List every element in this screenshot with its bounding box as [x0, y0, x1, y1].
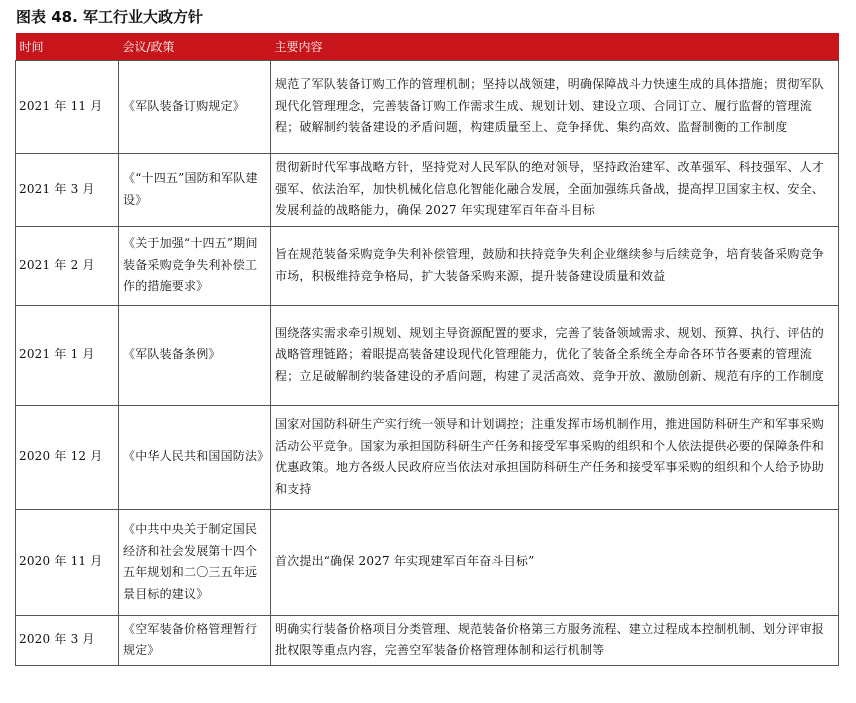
- row-policy: 《中共中央关于制定国民经济和社会发展第十四个五年规划和二〇三五年远景目标的建议》: [119, 509, 271, 615]
- figure-title: 图表 48. 军工行业大政方针: [16, 8, 204, 26]
- row-policy: 《军队装备订购规定》: [119, 60, 271, 153]
- table-row: [16, 509, 839, 615]
- table-row: [16, 226, 839, 305]
- row-content: 贯彻新时代军事战略方针，坚持党对人民军队的绝对领导，坚持政治建军、改革强军、科技强军、人才强军、依法治军，加快机械化信息化智能化融合发展，全面加强练兵备战，提高捍卫国家主权、安全、发展利益的战略能力，确保 2027 年实现建军百年奋斗目标: [271, 153, 839, 226]
- row-policy: 《军队装备条例》: [119, 305, 271, 405]
- row-date: 2021 年 11 月: [16, 60, 119, 153]
- column-header-date: 时间: [19, 39, 44, 54]
- table-row: [16, 305, 839, 405]
- row-content: 围绕落实需求牵引规划、规划主导资源配置的要求，完善了装备领域需求、规划、预算、执行、评估的战略管理链路；着眼提高装备建设现代化管理能力，优化了装备全系统全寿命各环节各要素的管理流程；立足破解制约装备建设的矛盾问题，构建了灵活高效、竞争开放、激励创新、规范有序的工作制度: [271, 305, 839, 405]
- table-row: [16, 60, 839, 153]
- row-content: 规范了军队装备订购工作的管理机制；坚持以战领建，明确保障战斗力快速生成的具体措施；贯彻军队现代化管理理念，完善装备订购工作需求生成、规划计划、建设立项、合同订立、履行监督的管理流程；破解制约装备建设的矛盾问题，构建质量至上、竞争择优、集约高效、监督制衡的工作制度: [271, 60, 839, 153]
- row-policy: 《“十四五”国防和军队建设》: [119, 153, 271, 226]
- row-content: 国家对国防科研生产实行统一领导和计划调控；注重发挥市场机制作用，推进国防科研生产和军事采购活动公平竞争。国家为承担国防科研生产任务和接受军事采购的组织和个人依法提供必要的保障条件和优惠政策。地方各级人民政府应当依法对承担国防科研生产任务和接受军事采购的组织和个人给予协助和支持: [271, 405, 839, 509]
- table-row: [16, 153, 839, 226]
- row-date: 2020 年 11 月: [16, 509, 119, 615]
- policy-table: [15, 33, 839, 666]
- table-header-row: [16, 33, 839, 60]
- row-date: 2021 年 2 月: [16, 226, 119, 305]
- row-content: 明确实行装备价格项目分类管理、规范装备价格第三方服务流程、建立过程成本控制机制、划分评审报批权限等重点内容，完善空军装备价格管理体制和运行机制等: [271, 615, 839, 665]
- column-header-content: 主要内容: [274, 39, 323, 54]
- row-date: 2021 年 3 月: [16, 153, 119, 226]
- row-date: 2020 年 3 月: [16, 615, 119, 665]
- column-header-policy: 会议/政策: [122, 39, 175, 54]
- row-content: 首次提出“确保 2027 年实现建军百年奋斗目标”: [271, 509, 839, 615]
- row-date: 2021 年 1 月: [16, 305, 119, 405]
- row-date: 2020 年 12 月: [16, 405, 119, 509]
- row-policy: 《中华人民共和国国防法》: [119, 405, 271, 509]
- row-policy: 《关于加强“十四五”期间装备采购竞争失利补偿工作的措施要求》: [119, 226, 271, 305]
- row-policy: 《空军装备价格管理暂行规定》: [119, 615, 271, 665]
- table-row: [16, 405, 839, 509]
- table-row: [16, 615, 839, 665]
- row-content: 旨在规范装备采购竞争失利补偿管理，鼓励和扶持竞争失利企业继续参与后续竞争，培育装备采购竞争市场，积极维持竞争格局，扩大装备采购来源，提升装备建设质量和效益: [271, 226, 839, 305]
